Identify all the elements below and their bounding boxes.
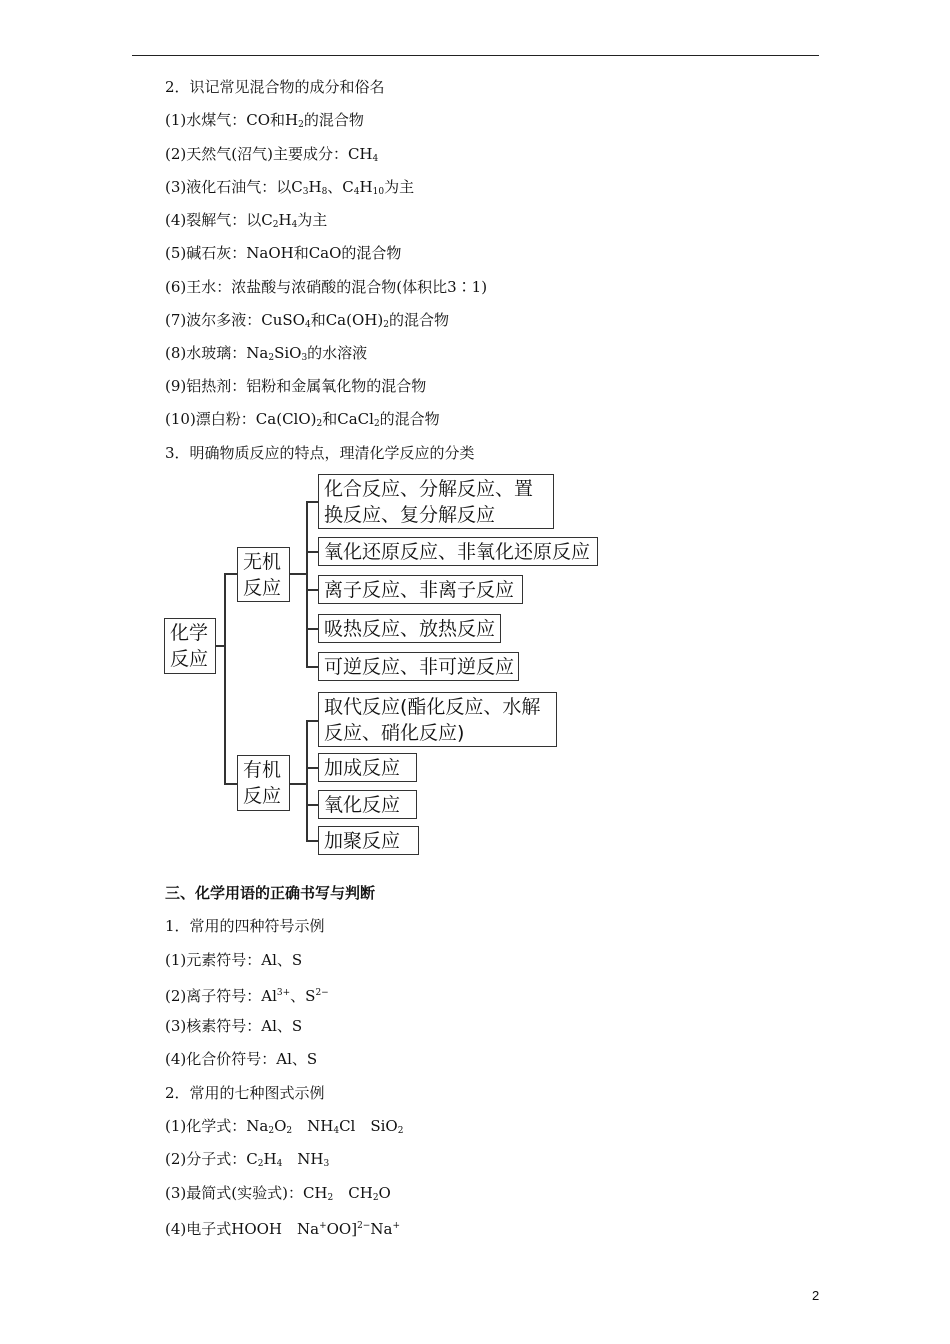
section-3-title: 3．明确物质反应的特点，理清化学反应的分类 — [165, 444, 475, 462]
symbols-item-2: (2)离子符号：$Al^{3+}$、$S^{2-}$ — [165, 987, 329, 1005]
formulas-item-2: (2)分子式：$C_2H_4$ $NH_3$ — [165, 1150, 330, 1169]
mixture-item-9: (9)铝热剂：铝粉和金属氧化物的混合物 — [165, 377, 427, 395]
symbols-item-3: (3)核素符号：Al、S — [165, 1017, 303, 1035]
connector — [306, 720, 308, 841]
mixture-item-4: (4)裂解气：以$C_2H_4$为主 — [165, 211, 328, 230]
page-number: 2 — [812, 1288, 820, 1303]
connector — [224, 573, 226, 784]
organic-item: 加聚反应 — [318, 826, 419, 855]
connector — [289, 573, 307, 575]
symbols-item-4: (4)化合价符号：Al、S — [165, 1050, 318, 1068]
connector — [306, 501, 308, 667]
symbols-title: 1．常用的四种符号示例 — [165, 917, 325, 935]
formulas-item-1: (1)化学式：$Na_2O_2$ $NH_4Cl$ SiO$_2$ — [165, 1117, 404, 1136]
organic-item: 氧化反应 — [318, 790, 417, 819]
inorganic-item: 离子反应、非离子反应 — [318, 575, 523, 604]
inorganic-item: 氧化还原反应、非氧化还原反应 — [318, 537, 598, 566]
section-2-title: 2．识记常见混合物的成分和俗名 — [165, 78, 385, 96]
connector — [224, 783, 238, 785]
mixture-item-5: (5)碱石灰：NaOH和CaO的混合物 — [165, 244, 402, 262]
section-3-heading: 三、化学用语的正确书写与判断 — [165, 884, 376, 902]
inorganic-item: 可逆反应、非可逆反应 — [318, 652, 519, 681]
mixture-item-6: (6)王水：浓盐酸与浓硝酸的混合物(体积比3∶1) — [165, 278, 488, 296]
inorganic-item: 化合反应、分解反应、置换反应、复分解反应 — [318, 474, 554, 529]
root-box: 化学反应 — [164, 618, 216, 674]
connector — [289, 783, 307, 785]
organic-box: 有机反应 — [237, 755, 290, 811]
mixture-item-1: (1)水煤气：CO和$H_2$的混合物 — [165, 111, 364, 130]
mixture-item-3: (3)液化石油气：以$C_3H_8$、$C_4H_{10}$为主 — [165, 178, 415, 197]
formulas-item-3: (3)最简式(实验式)：$CH_2$ $CH_2O$ — [165, 1184, 391, 1203]
mixture-item-8: (8)水玻璃：$Na_2SiO_3$的水溶液 — [165, 344, 368, 363]
formulas-title: 2．常用的七种图式示例 — [165, 1084, 325, 1102]
header-rule — [132, 55, 819, 56]
symbols-item-1: (1)元素符号：Al、S — [165, 951, 303, 969]
connector — [224, 573, 238, 575]
mixture-item-7: (7)波尔多液：CuSO$_4$和$Ca(OH)_2$的混合物 — [165, 311, 449, 330]
organic-item: 取代反应(酯化反应、水解反应、硝化反应) — [318, 692, 557, 747]
inorganic-box: 无机反应 — [237, 547, 290, 602]
inorganic-item: 吸热反应、放热反应 — [318, 614, 501, 643]
mixture-item-2: (2)天然气(沼气)主要成分：$CH_4$ — [165, 145, 379, 164]
organic-item: 加成反应 — [318, 753, 417, 782]
mixture-item-10: (10)漂白粉：$Ca(ClO)_2$和CaCl$_2$的混合物 — [165, 410, 440, 429]
formulas-item-4: (4)电子式HOOH Na+OO]$^{2-}$Na+ — [165, 1220, 400, 1238]
